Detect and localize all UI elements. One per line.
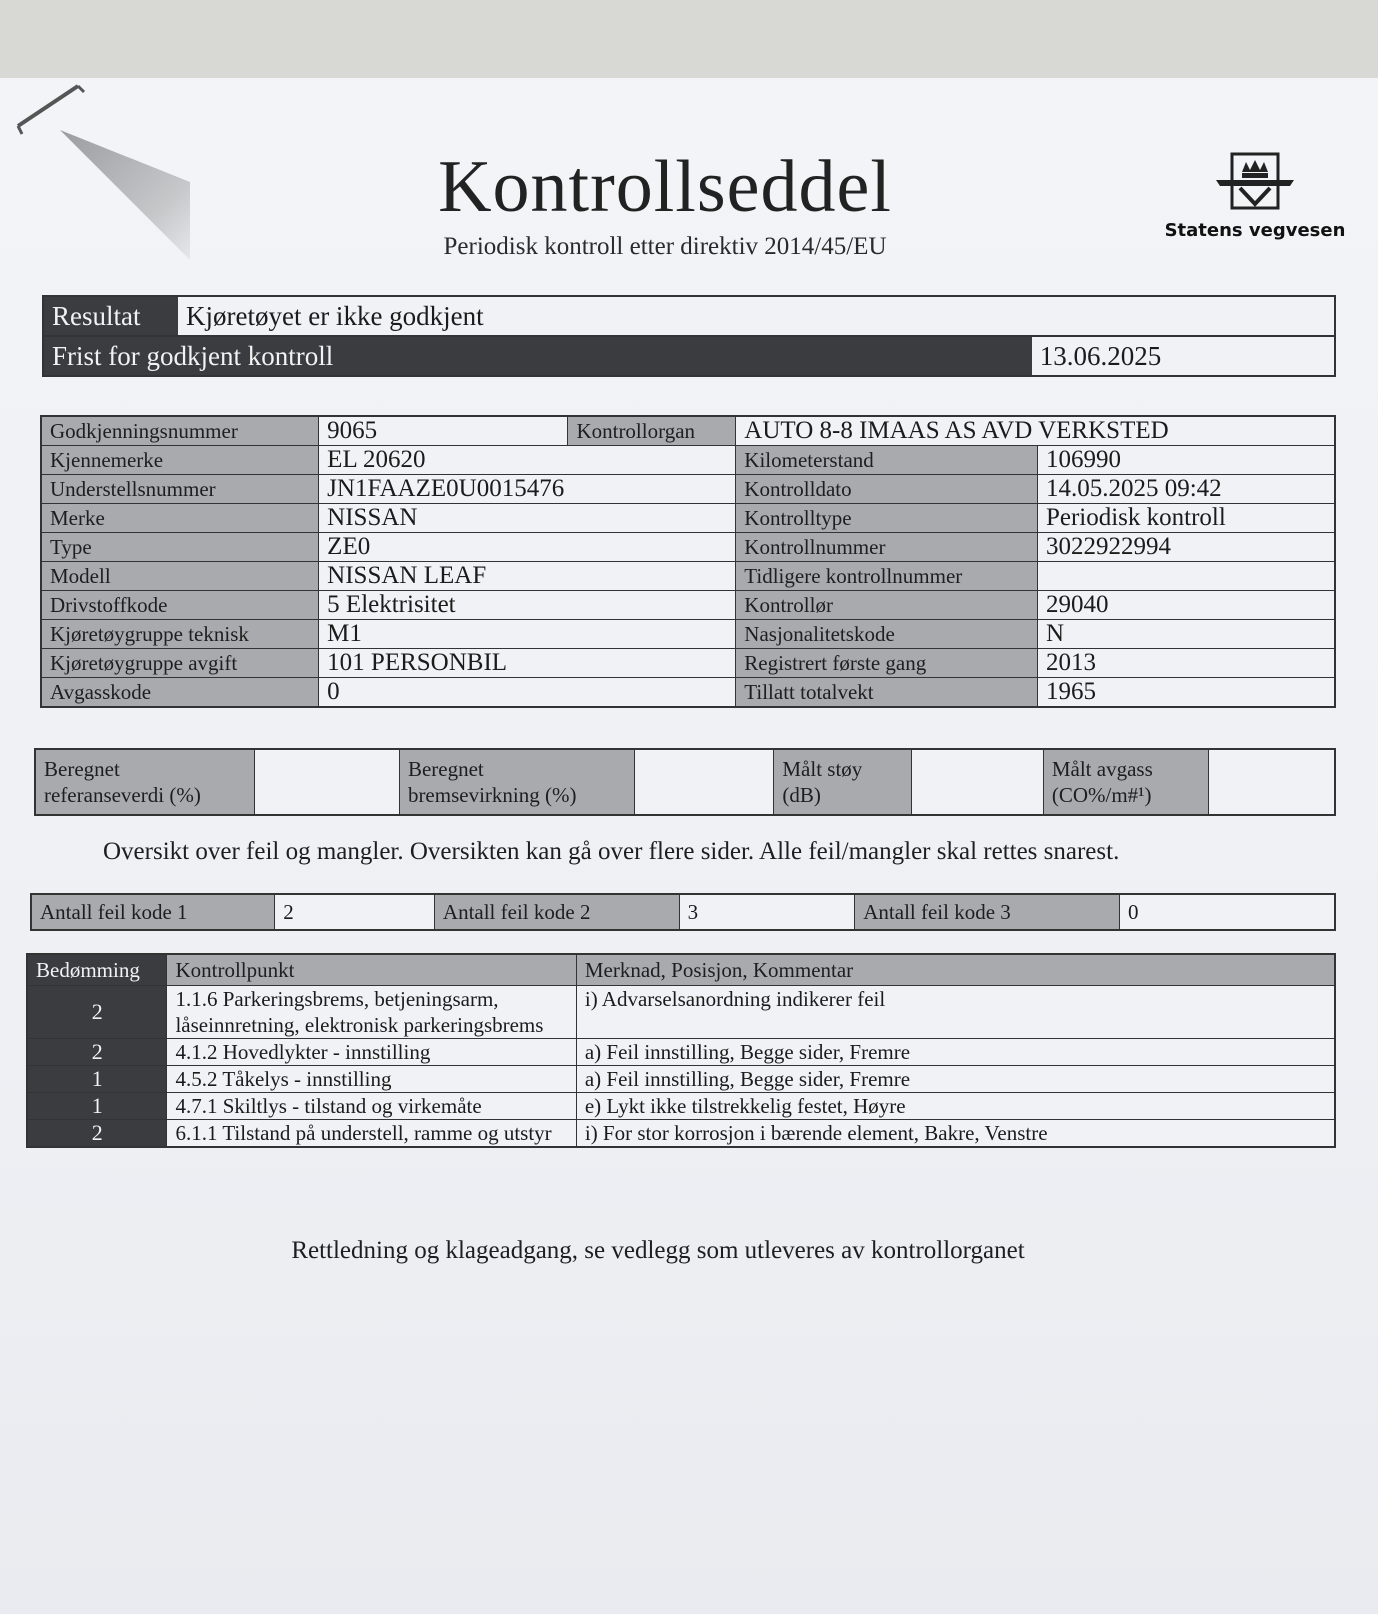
control-field-label: Nasjonalitetskode — [736, 620, 1038, 649]
vehicle-field-value: 0 — [319, 678, 736, 708]
ref-value-cell — [255, 749, 400, 815]
result-label: Resultat — [43, 296, 178, 336]
brake-effect-cell — [634, 749, 774, 815]
vehicle-field-label: Avgasskode — [41, 678, 319, 708]
table-row — [41, 678, 1335, 708]
brake-effect-label: Beregnet bremsevirkning (%) — [399, 749, 634, 815]
control-body-label: Kontrollorgan — [568, 416, 736, 446]
finding-comment: a) Feil innstilling, Begge sider, Fremre — [576, 1039, 1335, 1066]
control-field-label: Tidligere kontrollnummer — [736, 562, 1038, 591]
grade-header: Bedømming — [27, 954, 167, 986]
vehicle-field-label: Understellsnummer — [41, 475, 319, 504]
finding-comment: e) Lykt ikke tilstrekkelig festet, Høyre — [576, 1093, 1335, 1120]
control-field-label: Registrert første gang — [736, 649, 1038, 678]
vehicle-field-label: Type — [41, 533, 319, 562]
control-field-value: 106990 — [1037, 446, 1335, 475]
point-header: Kontrollpunkt — [167, 954, 576, 986]
code3-label: Antall feil kode 3 — [855, 894, 1120, 930]
control-field-label: Kontrollør — [736, 591, 1038, 620]
table-row — [41, 416, 1335, 446]
control-body-value: AUTO 8-8 IMAAS AS AVD VERKSTED — [736, 416, 1335, 446]
result-table — [42, 295, 1336, 377]
control-field-value: 1965 — [1037, 678, 1335, 708]
table-row — [41, 475, 1335, 504]
control-field-value: 2013 — [1037, 649, 1335, 678]
vehicle-field-label: Kjennemerke — [41, 446, 319, 475]
comment-header: Merknad, Posisjon, Kommentar — [576, 954, 1335, 986]
document-title: Kontrollseddel — [438, 146, 892, 228]
control-field-label: Kontrollnummer — [736, 533, 1038, 562]
crown-emblem-icon — [1212, 150, 1298, 212]
control-field-label: Tillatt totalvekt — [736, 678, 1038, 708]
finding-grade: 1 — [27, 1066, 167, 1093]
code3-value: 0 — [1119, 894, 1335, 930]
finding-point: 4.1.2 Hovedlykter - innstilling — [167, 1039, 576, 1066]
table-row — [41, 620, 1335, 649]
vehicle-field-value: 101 PERSONBIL — [319, 649, 736, 678]
table-row — [27, 1066, 1335, 1093]
finding-point: 1.1.6 Parkeringsbrems, betjeningsarm, låseinnretning, elektronisk parkeringsbrems — [167, 986, 576, 1039]
table-row — [27, 1120, 1335, 1148]
exhaust-cell — [1208, 749, 1335, 815]
table-row — [41, 562, 1335, 591]
vehicle-field-label: Merke — [41, 504, 319, 533]
approval-number-label: Godkjenningsnummer — [41, 416, 319, 446]
vehicle-field-value: EL 20620 — [319, 446, 736, 475]
table-row — [27, 1039, 1335, 1066]
control-field-value: Periodisk kontroll — [1037, 504, 1335, 533]
control-field-value: N — [1037, 620, 1335, 649]
findings-table — [26, 953, 1336, 1148]
table-row — [41, 533, 1335, 562]
finding-comment: i) For stor korrosjon i bærende element, Bakre, Venstre — [576, 1120, 1335, 1148]
vehicle-field-value: M1 — [319, 620, 736, 649]
table-row — [41, 649, 1335, 678]
deadline-label: Frist for godkjent kontroll — [43, 336, 1032, 376]
overview-text: Oversikt over feil og mangler. Oversikten kan gå over flere sider. Alle feil/mangler skal rettes snarest. — [103, 838, 1120, 865]
finding-grade: 2 — [27, 1039, 167, 1066]
code1-label: Antall feil kode 1 — [31, 894, 275, 930]
error-count-table — [30, 893, 1336, 931]
finding-comment: a) Feil innstilling, Begge sider, Fremre — [576, 1066, 1335, 1093]
agency-name: Statens vegvesen — [1164, 220, 1346, 241]
control-field-value — [1037, 562, 1335, 591]
vehicle-field-value: ZE0 — [319, 533, 736, 562]
finding-grade: 1 — [27, 1093, 167, 1120]
exhaust-label: Målt avgass (CO%/m#¹) — [1043, 749, 1208, 815]
control-field-value: 14.05.2025 09:42 — [1037, 475, 1335, 504]
vehicle-field-value: NISSAN — [319, 504, 736, 533]
table-row — [27, 986, 1335, 1039]
table-row — [41, 591, 1335, 620]
finding-point: 4.7.1 Skiltlys - tilstand og virkemåte — [167, 1093, 576, 1120]
vehicle-field-value: JN1FAAZE0U0015476 — [319, 475, 736, 504]
code2-value: 3 — [679, 894, 855, 930]
noise-cell — [912, 749, 1044, 815]
footer-text: Rettledning og klageadgang, se vedlegg som utleveres av kontrollorganet — [291, 1237, 1025, 1264]
vehicle-field-label: Drivstoffkode — [41, 591, 319, 620]
vehicle-field-value: NISSAN LEAF — [319, 562, 736, 591]
finding-grade: 2 — [27, 986, 167, 1039]
control-field-label: Kilometerstand — [736, 446, 1038, 475]
code1-value: 2 — [275, 894, 435, 930]
deadline-value: 13.06.2025 — [1032, 336, 1335, 376]
vehicle-info-table — [40, 415, 1336, 708]
noise-label: Målt støy (dB) — [774, 749, 912, 815]
agency-logo — [1160, 150, 1350, 260]
table-row — [27, 1093, 1335, 1120]
vehicle-field-label: Kjøretøygruppe teknisk — [41, 620, 319, 649]
measurement-table — [34, 748, 1336, 816]
control-field-value: 3022922994 — [1037, 533, 1335, 562]
code2-label: Antall feil kode 2 — [434, 894, 679, 930]
control-field-label: Kontrolltype — [736, 504, 1038, 533]
vehicle-field-label: Kjøretøygruppe avgift — [41, 649, 319, 678]
result-value: Kjøretøyet er ikke godkjent — [178, 296, 1335, 336]
table-row — [41, 504, 1335, 533]
control-field-value: 29040 — [1037, 591, 1335, 620]
finding-point: 6.1.1 Tilstand på understell, ramme og utstyr — [167, 1120, 576, 1148]
staple-icon — [8, 78, 88, 138]
vehicle-field-value: 5 Elektrisitet — [319, 591, 736, 620]
finding-comment: i) Advarselsanordning indikerer feil — [576, 986, 1335, 1039]
table-row — [41, 446, 1335, 475]
document-subtitle: Periodisk kontroll etter direktiv 2014/45/EU — [443, 233, 887, 260]
finding-grade: 2 — [27, 1120, 167, 1148]
vehicle-field-label: Modell — [41, 562, 319, 591]
control-field-label: Kontrolldato — [736, 475, 1038, 504]
finding-point: 4.5.2 Tåkelys - innstilling — [167, 1066, 576, 1093]
approval-number-value: 9065 — [319, 416, 568, 446]
ref-value-label: Beregnet referanseverdi (%) — [35, 749, 255, 815]
